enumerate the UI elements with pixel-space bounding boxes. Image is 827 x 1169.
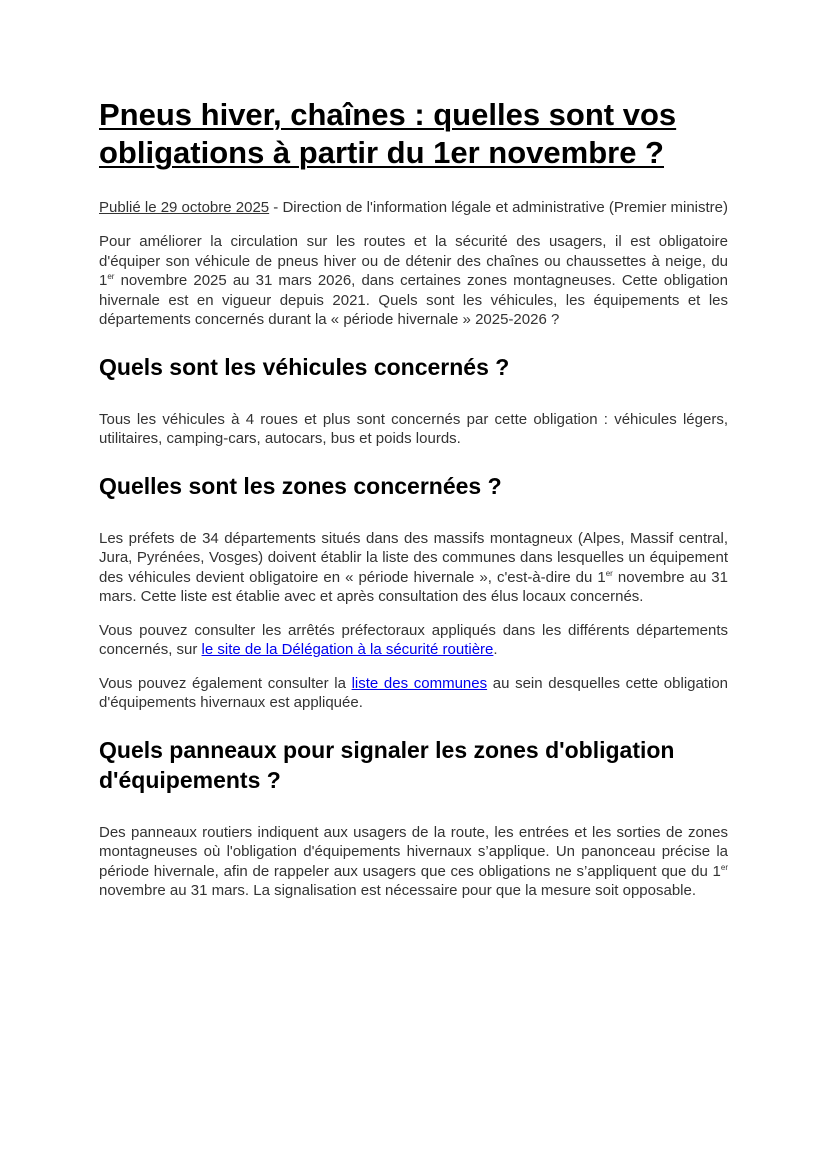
- signs-text-2: novembre au 31 mars. La signalisation est nécessaire pour que la mesure soit opposable.: [99, 882, 697, 899]
- publication-date: Publié le 29 octobre 2025: [99, 199, 270, 216]
- communes-list-link[interactable]: liste des communes: [351, 674, 488, 692]
- signs-sup: er: [720, 862, 728, 872]
- page-title: Pneus hiver, chaînes : quelles sont vos obligations à partir du 1er novembre ?: [99, 97, 677, 170]
- vehicles-paragraph: Tous les véhicules à 4 roues et plus sont concernés par cette obligation : véhicules légers, utilitaires, camping-cars, autocars, bus et poids lourds.: [99, 410, 728, 447]
- zones-text-2: novembre au 31 mars. Cette liste est établie avec et après consultation des élus locaux concernés.: [99, 568, 728, 605]
- intro-paragraph: [99, 232, 728, 330]
- zones-p2-after: .: [493, 641, 498, 658]
- section-heading-signs: Quels panneaux pour signaler les zones d'obligation d'équipements ?: [99, 736, 675, 793]
- signs-text-1: Des panneaux routiers indiquent aux usagers de la route, les entrées et les sorties de zones montagneuses où l'obligation d'équipements hivernaux s’applique. Un panonceau précise la période hivernale, afin de rappeler aux usagers que ces obligations ne s’appliquent que du 1: [99, 823, 728, 880]
- article: [99, 96, 728, 915]
- zones-p3-before: Vous pouvez également consulter la: [99, 674, 352, 692]
- zones-paragraph-2: [99, 621, 728, 660]
- publication-meta: [99, 198, 728, 218]
- securite-routiere-link[interactable]: le site de la Délégation à la sécurité routière: [201, 641, 494, 658]
- zones-paragraph-3: [99, 674, 728, 713]
- section-heading-vehicles: Quels sont les véhicules concernés ?: [99, 353, 510, 380]
- zones-paragraph-1: [99, 529, 728, 607]
- publication-source: - Direction de l'information légale et administrative (Premier ministre): [269, 199, 728, 216]
- signs-paragraph: [99, 823, 728, 901]
- section-heading-zones: Quelles sont les zones concernées ?: [99, 472, 502, 499]
- zones-sup: er: [605, 568, 613, 578]
- zones-p2-before: Vous pouvez consulter les arrêtés préfectoraux appliqués dans les différents départements concernés, sur: [99, 621, 728, 658]
- zones-p3-after: au sein desquelles cette obligation d'équipements hivernaux est appliquée.: [99, 674, 729, 711]
- intro-sup: er: [107, 272, 115, 281]
- intro-text-2: novembre 2025 au 31 mars 2026, dans certaines zones montagneuses. Cette obligation hivernale est en vigueur depuis 2021. Quels sont les véhicules, les équipements et les départements concernés durant la « période hivernale » 2025-2026 ?: [99, 272, 728, 328]
- intro-text-1: Pour améliorer la circulation sur les routes et la sécurité des usagers, il est obligatoire d'équiper son véhicule de pneus hiver ou de détenir des chaînes ou chaussettes à neige, du 1: [99, 233, 728, 289]
- zones-text-1: Les préfets de 34 départements situés dans des massifs montagneux (Alpes, Massif central, Jura, Pyrénées, Vosges) doivent établir la liste des communes dans lesquelles un équipement des véhicules devient obligatoire en « période hivernale », c'est-à-dire du 1: [99, 529, 728, 586]
